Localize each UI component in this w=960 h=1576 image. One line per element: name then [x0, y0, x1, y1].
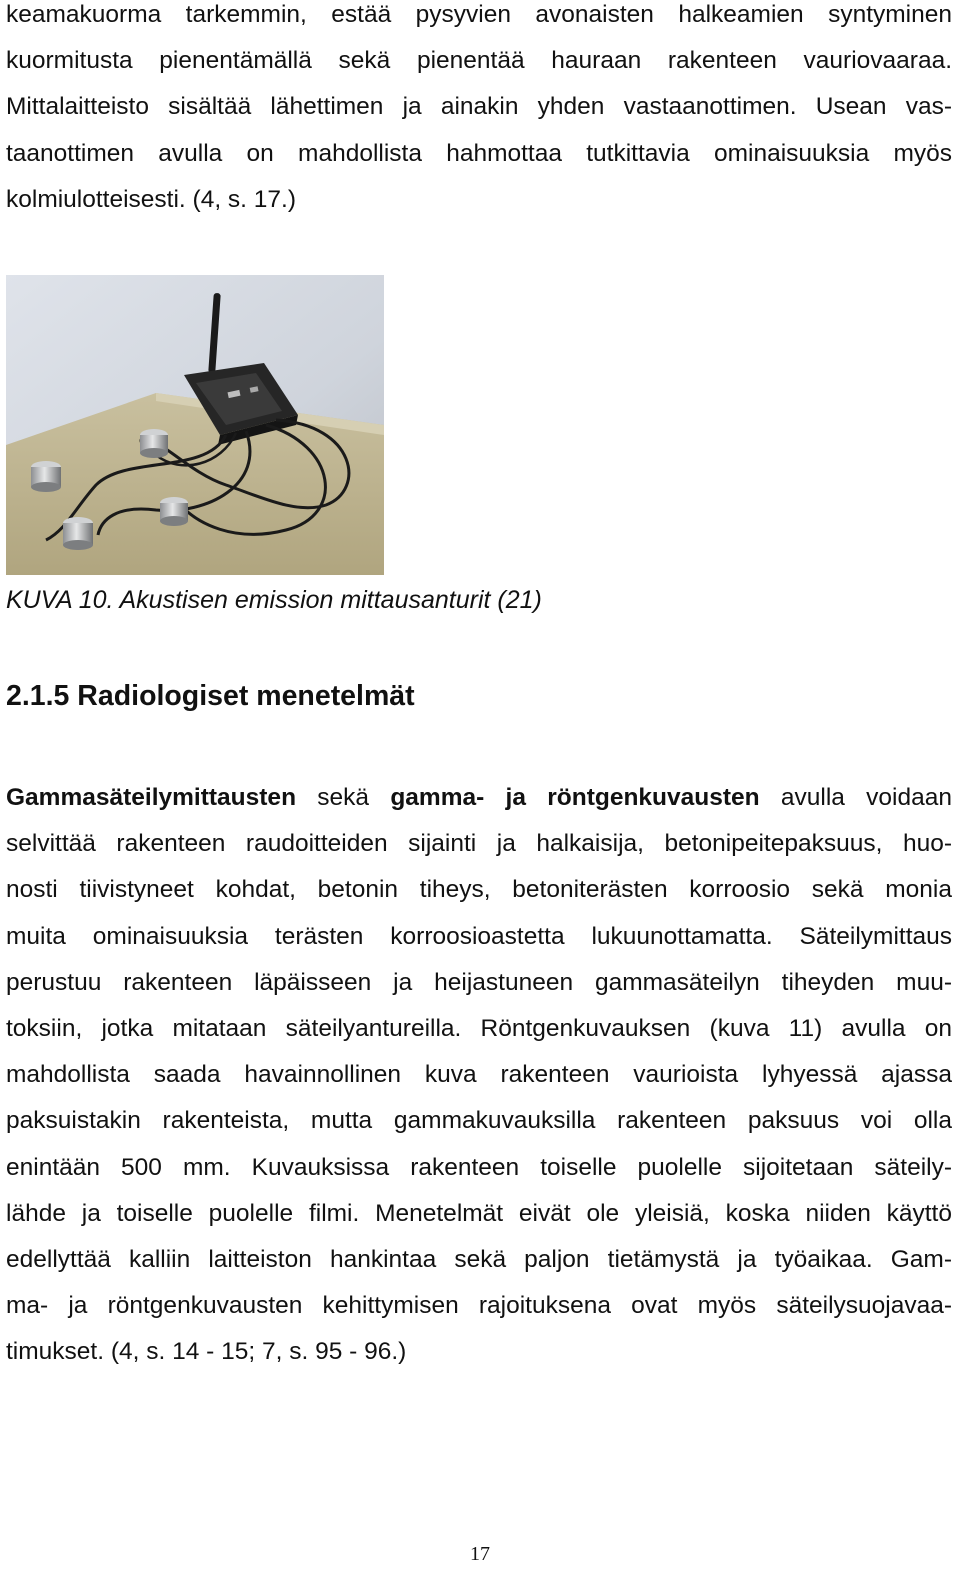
body-line-12: ma- ja röntgenkuvausten kehittymisen rajoituksena ovat myös säteilysuojavaa- [6, 1292, 952, 1320]
page-number: 17 [470, 1543, 490, 1565]
body-line-9: enintään 500 mm. Kuvauksissa rakenteen toiselle puolelle sijoitetaan säteily- [6, 1153, 952, 1181]
body-line-11: edellyttää kalliin laitteiston hankintaa sekä paljon tietämystä ja työaikaa. Gam- [6, 1245, 952, 1273]
body-line-1-end: avulla voidaan [759, 784, 952, 811]
body-line-13: timukset. (4, s. 14 - 15; 7, s. 95 - 96.) [6, 1338, 407, 1366]
body-line-7: mahdollista saada havainnollinen kuva rakenteen vaurioista lyhyessä ajassa [6, 1061, 952, 1089]
figure-caption: KUVA 10. Akustisen emission mittausanturit (21) [6, 586, 542, 614]
body-line-5: perustuu rakenteen läpäisseen ja heijastuneen gammasäteilyn tiheyden muu- [6, 968, 952, 996]
body-line-6: toksiin, jotka mitataan säteilyantureilla. Röntgenkuvauksen (kuva 11) avulla on [6, 1014, 952, 1042]
body-line-1-mid: sekä [296, 784, 391, 811]
intro-paragraph [6, 0, 952, 223]
intro-line-3: Mittalaitteisto sisältää lähettimen ja ainakin yhden vastaanottimen. Usean vas- [6, 93, 952, 121]
intro-line-2: kuormitusta pienentämällä sekä pienentää hauraan rakenteen vauriovaaraa. [6, 47, 952, 75]
body-line-2: selvittää rakenteen raudoitteiden sijainti ja halkaisija, betonipeitepaksuus, huo- [6, 830, 952, 858]
bold-term-gamma-xray-imaging: gamma- ja röntgenkuvausten [390, 784, 760, 811]
acoustic-emission-sensors-image [6, 275, 384, 575]
bold-term-gamma-measurements: Gammasäteilymittausten [6, 784, 297, 811]
intro-line-1: keamakuorma tarkemmin, estää pysyvien avonaisten halkeamien syntyminen [6, 1, 952, 28]
body-line-4: muita ominaisuuksia terästen korroosioastetta lukuunottamatta. Säteilymittaus [6, 922, 952, 950]
body-paragraph [6, 775, 952, 1375]
intro-line-4: taanottimen avulla on mahdollista hahmottaa tutkittavia ominaisuuksia myös [6, 139, 952, 167]
intro-line-5: kolmiulotteisesti. (4, s. 17.) [6, 185, 297, 213]
sensor-photo [6, 275, 384, 575]
body-line-10: lähde ja toiselle puolelle filmi. Menetelmät eivät ole yleisiä, koska niiden käyttö [6, 1199, 952, 1227]
section-heading: 2.1.5 Radiologiset menetelmät [6, 680, 415, 712]
body-line-8: paksuistakin rakenteista, mutta gammakuvauksilla rakenteen paksuus voi olla [6, 1107, 952, 1135]
body-line-1 [6, 775, 952, 821]
body-line-3: nosti tiivistyneet kohdat, betonin tiheys, betoniterästen korroosio sekä monia [6, 876, 952, 904]
